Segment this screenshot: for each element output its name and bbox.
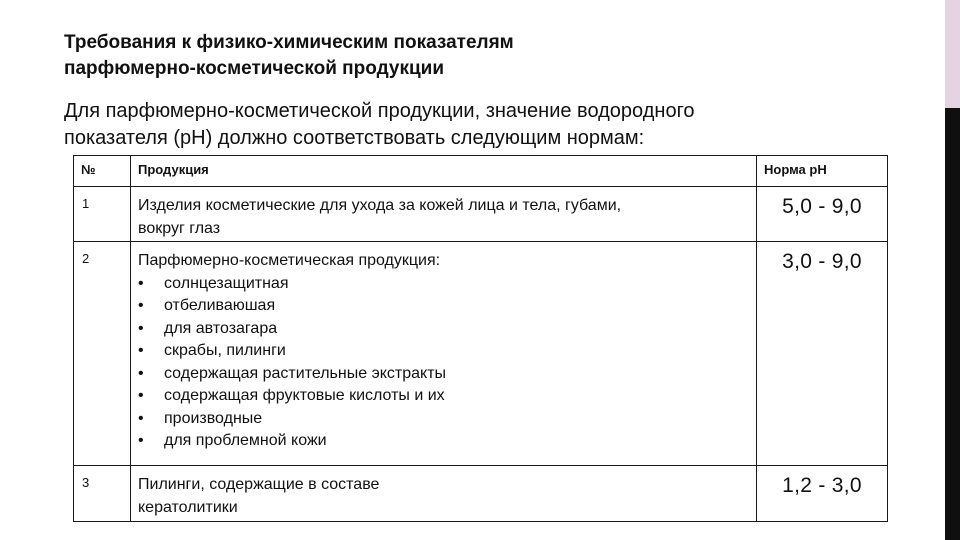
table-row	[74, 187, 888, 242]
accent-bar-top	[945, 0, 960, 108]
table-header-row	[74, 156, 888, 187]
row-product	[131, 466, 757, 522]
list-item: • скрабы, пилинги	[138, 340, 748, 363]
list-item: • производные	[138, 408, 748, 431]
ph-norms-table	[73, 155, 888, 522]
list-item: • содержащая растительные экстракты	[138, 363, 748, 386]
row-number: 2	[74, 242, 131, 466]
intro-text-line: Для парфюмерно-косметической продукции, значение водородного	[64, 100, 695, 122]
product-text-line: кератолитики	[138, 498, 238, 516]
row-number: 1	[74, 187, 131, 242]
row-product	[131, 187, 757, 242]
row-product	[131, 242, 757, 466]
list-item: • солнцезащитная	[138, 273, 748, 296]
page-title	[64, 30, 784, 82]
page-title-line: Требования к физико-химическим показателям	[64, 32, 514, 53]
product-text-line: Изделия косметические для ухода за кожей лица и тела, губами,	[138, 197, 622, 214]
table-row	[74, 242, 888, 466]
list-item: • для проблемной кожи	[138, 430, 748, 453]
intro-text	[64, 98, 864, 152]
list-item: • отбеливаюшая	[138, 295, 748, 318]
header-product: Продукция	[131, 156, 757, 187]
row-ph-range: 3,0 - 9,0	[757, 242, 888, 466]
intro-text-line: показателя (рН) должно соответствовать следующим нормам:	[64, 127, 645, 149]
header-number: №	[74, 156, 131, 187]
row-ph-range: 1,2 - 3,0	[757, 466, 888, 522]
table-row	[74, 466, 888, 522]
product-text-line: Пилинги, содержащие в составе	[138, 476, 380, 493]
list-item: • для автозагара	[138, 318, 748, 341]
row-number: 3	[74, 466, 131, 522]
product-text-line: вокруг глаз	[138, 219, 221, 237]
list-item: • содержащая фруктовые кислоты и их	[138, 385, 748, 408]
accent-bar-bottom	[945, 108, 960, 540]
product-bullet-list	[138, 273, 748, 453]
product-text-line: Парфюмерно-косметическая продукция:	[138, 252, 441, 269]
header-ph-norm: Норма рН	[757, 156, 888, 187]
row-ph-range: 5,0 - 9,0	[757, 187, 888, 242]
page-title-line: парфюмерно-косметической продукции	[64, 58, 445, 79]
